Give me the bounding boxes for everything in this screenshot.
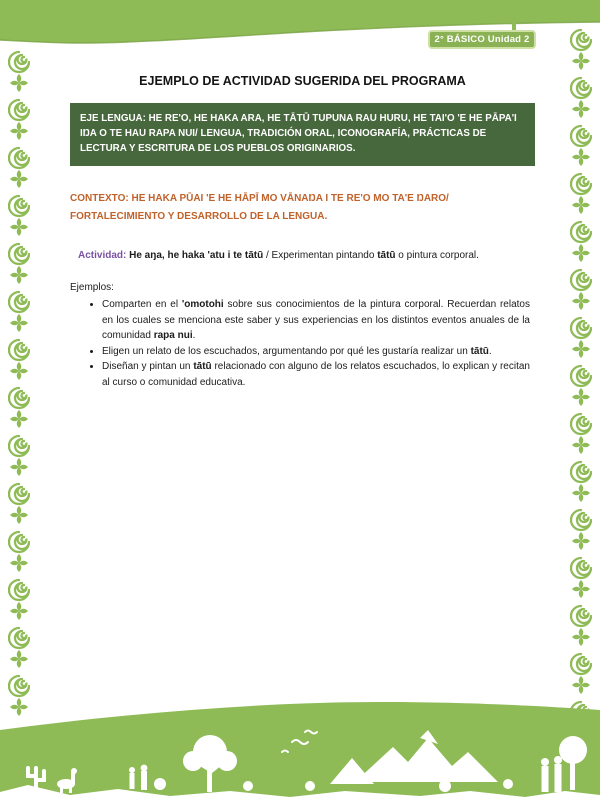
eje-lengua-box bbox=[70, 103, 535, 166]
list-item: • Diseñan y pintan un tātū relacionado con alguno de los relatos escuchados, lo explican y recitan al curso o comunidad educativa. bbox=[102, 359, 532, 390]
eje-lengua-text: EJE LENGUA: HE RE'O, HE HAKA ARA, HE TĀTŪ TUPUNA RAU HURU, HE TAI'O 'E HE PĀPA'I IŊA O TE HAU RAPA NUI/ LENGUA, TRADICIÓN ORAL, ICONOGRAFÍA, PRÁCTICAS DE LECTURA Y ESCRITURA DE LOS PUEBLOS ORIGINARIOS. bbox=[80, 113, 517, 155]
contexto-paragraph bbox=[70, 190, 535, 225]
actividad-label: Actividad: bbox=[78, 250, 130, 261]
actividad-paragraph bbox=[78, 248, 535, 263]
page-title: EJEMPLO DE ACTIVIDAD SUGERIDA DEL PROGRAMA bbox=[139, 74, 466, 88]
unit-badge bbox=[428, 30, 536, 49]
actividad-text: He aŋa, he haka 'atu i te tātū / Experimentan pintando tātū o pintura corporal. bbox=[129, 250, 479, 261]
landscape-footer-decoration bbox=[0, 700, 600, 800]
koru-border-left-decoration bbox=[8, 50, 30, 722]
contexto-line2: FORTALECIMIENTO Y DESARROLLO DE LA LENGUA. bbox=[70, 210, 328, 222]
koru-border-right-decoration bbox=[570, 28, 592, 744]
example-list bbox=[70, 297, 532, 390]
list-item: • Eligen un relato de los escuchados, argumentando por qué les gustaría realizar un tātū. bbox=[102, 344, 532, 360]
unit-badge-label: 2° BÁSICO Unidad 2 bbox=[434, 34, 530, 45]
list-item: • Comparten en el 'omotohi sobre sus conocimientos de la pintura corporal. Recuerdan relatos en los cuales se menciona este saber y sus experiencias en los distintos eventos anuales de la comunidad rapa nui. bbox=[102, 297, 532, 344]
contexto-line1: CONTEXTO: HE HAKA PŪAI 'E HE HĀPĪ MO VĀNAŊA I TE RE'O MO TA'E ŊARO/ bbox=[70, 193, 449, 204]
ejemplos-heading: Ejemplos: bbox=[70, 282, 114, 293]
